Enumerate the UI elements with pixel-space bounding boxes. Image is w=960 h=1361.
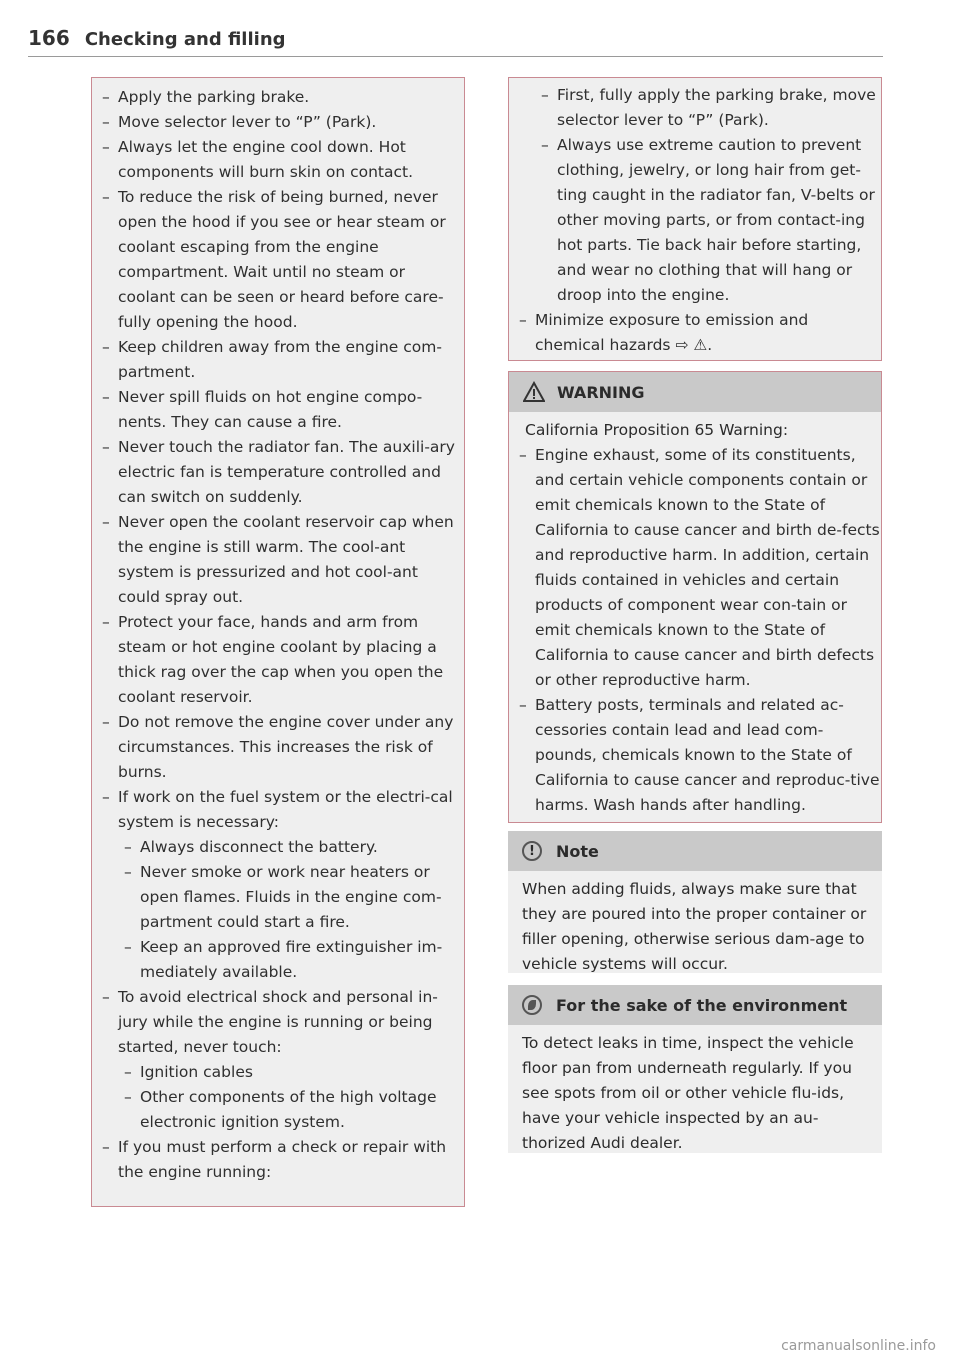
list-item: – Move selector lever to “P” (Park). [92, 110, 464, 135]
warning-box [508, 371, 882, 823]
list-item: – Apply the parking brake. [92, 85, 464, 110]
section-title: Checking and filling [84, 29, 286, 50]
list-item: – Ignition cables [92, 1060, 464, 1085]
list-item: – To reduce the risk of being burned, never open the hood if you see or hear steam or coolant escaping from the engine compartment. Wait until no steam or coolant can be seen or heard before care-fully opening the hood. [92, 185, 464, 335]
note-box [508, 831, 882, 973]
list-item: – Other components of the high voltage electronic ignition system. [92, 1085, 464, 1135]
list-item: – Keep an approved fire extinguisher im-mediately available. [92, 935, 464, 985]
right-list [509, 83, 881, 358]
list-item: – Always disconnect the battery. [92, 835, 464, 860]
list-item: – Never open the coolant reservoir cap when the engine is still warm. The cool-ant system is pressurized and hot cool-ant could spray out. [92, 510, 464, 610]
list-item: – Protect your face, hands and arm from steam or hot engine coolant by placing a thick rag over the cap when you open the coolant reservoir. [92, 610, 464, 710]
left-list [92, 85, 464, 1185]
list-item: – Do not remove the engine cover under any circumstances. This increases the risk of burns. [92, 710, 464, 785]
warning-header [509, 372, 881, 412]
list-item: – Never smoke or work near heaters or open flames. Fluids in the engine com-partment could start a fire. [92, 860, 464, 935]
warning-intro: California Proposition 65 Warning: [525, 421, 789, 439]
environment-header [508, 985, 882, 1025]
warning-item: – Engine exhaust, some of its constituents, and certain vehicle components contain or emit chemicals known to the State of California to cause cancer and birth de-fects and reproductive harm. In addition, certain fluids contained in vehicles and certain products of component wear con-tain or emit chemicals known to the State of California to cause cancer and birth defects or other reproductive harm. [509, 443, 881, 693]
environment-title: For the sake of the environment [556, 995, 848, 1015]
right-warning-list-box [508, 77, 882, 361]
list-item: – Never touch the radiator fan. The auxili-ary electric fan is temperature controlled and can switch on suddenly. [92, 435, 464, 510]
list-item: – Always let the engine cool down. Hot components will burn skin on contact. [92, 135, 464, 185]
page-header [28, 20, 883, 57]
note-header [508, 831, 882, 871]
list-item: – Keep children away from the engine com-partment. [92, 335, 464, 385]
note-text: When adding fluids, always make sure that they are poured into the proper container or filler opening, otherwise serious dam-age to vehicle systems will occur. [522, 880, 867, 973]
warning-title: WARNING [557, 382, 645, 402]
note-title: Note [556, 841, 599, 861]
list-item: – Minimize exposure to emission and chemical hazards ⇨ ⚠. [509, 308, 881, 358]
leaf-icon [522, 995, 542, 1015]
warning-list [509, 443, 881, 818]
environment-box [508, 985, 882, 1153]
list-item: – Always use extreme caution to prevent clothing, jewelry, or long hair from get-ting caught in the radiator fan, V-belts or other moving parts, or from contact-ing hot parts. Tie back hair before starting, and wear no clothing that will hang or droop into the engine. [509, 133, 881, 308]
list-item: – First, fully apply the parking brake, move selector lever to “P” (Park). [509, 83, 881, 133]
left-warning-list-box [91, 77, 465, 1207]
watermark: carmanualsonline.info [781, 1338, 936, 1354]
list-item: – Never spill fluids on hot engine compo-nents. They can cause a fire. [92, 385, 464, 435]
list-item: – To avoid electrical shock and personal in-jury while the engine is running or being started, never touch: [92, 985, 464, 1060]
warning-triangle-icon [523, 381, 545, 403]
environment-text: To detect leaks in time, inspect the vehicle floor pan from underneath regularly. If you see spots from oil or other vehicle flu-ids, have your vehicle inspected by an au-thorized Audi dealer. [522, 1034, 854, 1152]
list-item: – If work on the fuel system or the electri-cal system is necessary: [92, 785, 464, 835]
warning-item: – Battery posts, terminals and related ac-cessories contain lead and lead com-pounds, chemicals known to the State of California to cause cancer and reproduc-tive harms. Wash hands after handling. [509, 693, 881, 818]
exclamation-circle-icon: ! [522, 841, 542, 861]
list-item: – If you must perform a check or repair with the engine running: [92, 1135, 464, 1185]
page-number: 166 [28, 26, 70, 50]
warning-body [509, 412, 881, 818]
header-line [28, 26, 286, 50]
